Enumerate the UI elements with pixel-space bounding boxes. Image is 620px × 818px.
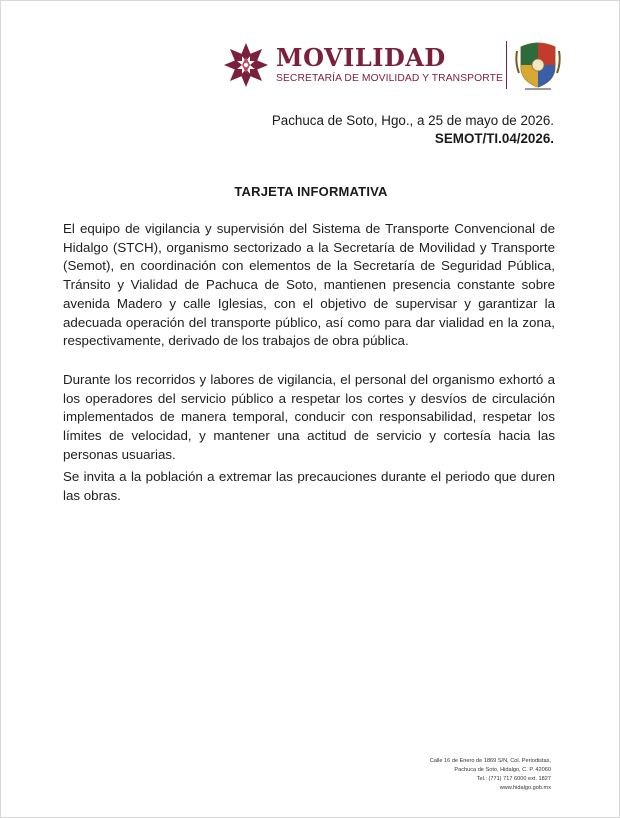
paragraph-2: Durante los recorridos y labores de vigilancia, el personal del organismo exhortó a los operadores del servicio público a respetar los cortes y desvíos de circulación implementados de manera temporal, conducir con responsabilidad, respetar los límites de velocidad, y mantener una actitud de servicio y cortesía hacia las personas usuarias. <box>63 372 555 462</box>
reference-number: SEMOT/TI.04/2026. <box>434 131 554 146</box>
logo-subtitle: SECRETARÍA DE MOVILIDAD Y TRANSPORTE <box>276 73 503 84</box>
paragraph-3: Se invita a la población a extremar las precauciones durante el periodo que duren las obras. <box>63 469 555 503</box>
footer-phone: Tel.: (771) 717 6000 ext. 1827 <box>476 776 551 782</box>
document-title: TARJETA INFORMATIVA <box>234 184 388 199</box>
paragraph-1: El equipo de vigilancia y supervisión del Sistema de Transporte Convencional de Hidalgo (STCH), organismo sectorizado a la Secretaría de Movilidad y Transporte (Semot), en coordinación con elementos de la Secretaría de Seguridad Pública, Tránsito y Vialidad de Pachuca de Soto, mantienen presencia constante sobre avenida Madero y calle Iglesias, con el objetivo de supervisar y garantizar la adecuada operación del transporte público, así como para dar vialidad en la zona, respectivamente, derivado de los trabajos de obra pública. <box>63 221 555 349</box>
logo-title: MOVILIDAD <box>276 43 446 72</box>
footer-address-line1: Calle 16 de Enero de 1869 S/N, Col. Periodistas, <box>429 758 551 764</box>
footer-website: www.hidalgo.gob.mx <box>499 785 551 791</box>
footer-address-line2: Pachuca de Soto, Hidalgo, C. P. 42060 <box>454 767 551 773</box>
place-date: Pachuca de Soto, Hgo., a 25 de mayo de 2026. <box>271 113 554 128</box>
coat-of-arms-icon <box>515 39 561 91</box>
movilidad-logo <box>222 37 503 93</box>
logo-divider <box>506 41 507 89</box>
flower-logo-icon <box>222 41 270 89</box>
footer-contact <box>430 757 551 793</box>
